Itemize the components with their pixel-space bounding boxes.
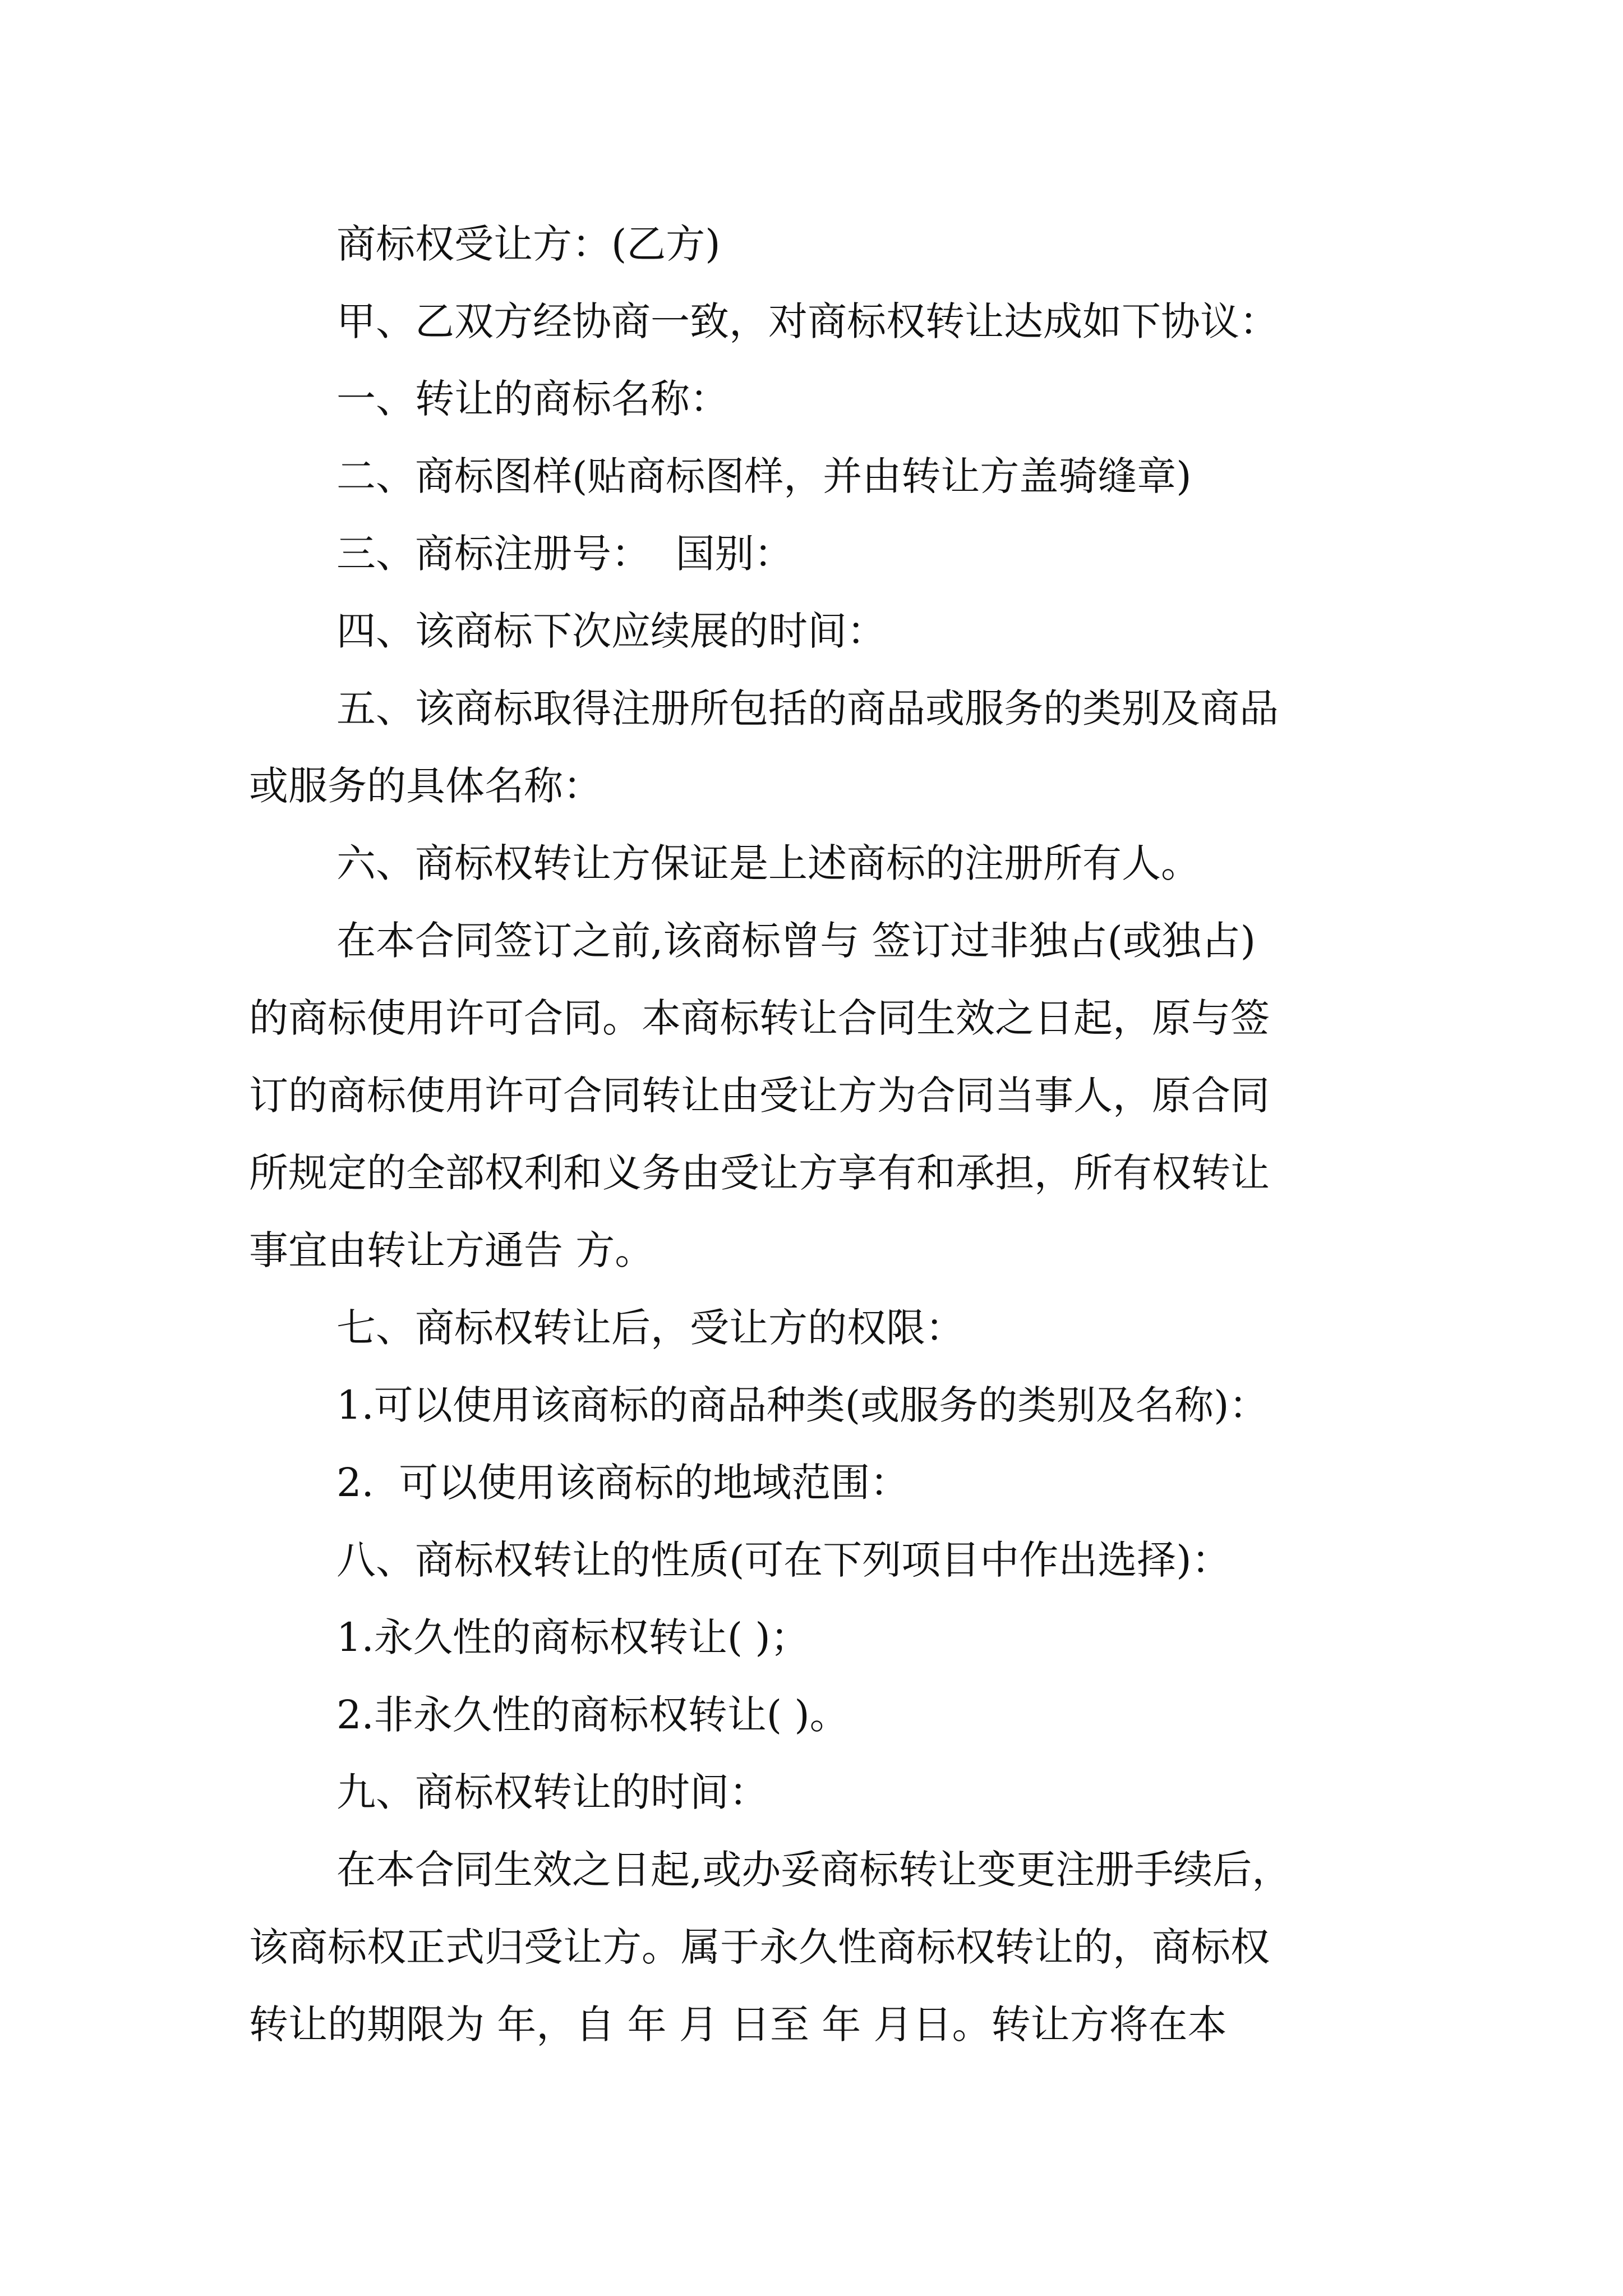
text-line: 商标权受让方：(乙方)	[336, 221, 721, 267]
text-line: 九、商标权转让的时间：	[336, 1769, 768, 1815]
text-line: 七、商标权转让后，受让方的权限：	[336, 1305, 965, 1351]
text-line: 二、商标图样(贴商标图样，并由转让方盖骑缝章)	[336, 453, 1192, 499]
text-line: 的商标使用许可合同。本商标转让合同生效之日起，原与签	[249, 995, 1270, 1041]
text-line: 该商标权正式归受让方。属于永久性商标权转让的，商标权	[249, 1924, 1270, 1970]
text-line: 所规定的全部权利和义务由受让方享有和承担，所有权转让	[249, 1150, 1270, 1196]
text-line: 订的商标使用许可合同转让由受让方为合同当事人，原合同	[249, 1073, 1270, 1119]
text-line: 2. 可以使用该商标的地域范围：	[336, 1460, 910, 1506]
text-line: 在本合同签订之前,该商标曾与 签订过非独占(或独占)	[336, 918, 1256, 964]
text-line: 2.非永久性的商标权转让( )。	[336, 1692, 849, 1738]
text-line: 或服务的具体名称：	[249, 763, 602, 809]
text-line: 八、商标权转让的性质(可在下列项目中作出选择)：	[336, 1537, 1231, 1583]
text-line: 六、商标权转让方保证是上述商标的注册所有人。	[336, 840, 1200, 886]
text-line: 1.可以使用该商标的商品种类(或服务的类别及名称)：	[336, 1382, 1269, 1428]
text-line: 五、该商标取得注册所包括的商品或服务的类别及商品	[336, 685, 1279, 731]
text-line: 转让的期限为 年，自 年 月 日至 年 月日。转让方将在本	[249, 2001, 1227, 2047]
text-line: 1.永久性的商标权转让( )；	[336, 1614, 810, 1660]
text-line: 事宜由转让方通告 方。	[249, 1227, 654, 1273]
text-line: 一、转让的商标名称：	[336, 376, 729, 422]
text-line: 四、该商标下次应续展的时间：	[336, 608, 886, 654]
text-line: 甲、乙双方经协商一致，对商标权转让达成如下协议：	[336, 298, 1279, 344]
text-line: 三、商标注册号： 国别：	[336, 531, 794, 577]
text-line: 在本合同生效之日起,或办妥商标转让变更注册手续后，	[336, 1847, 1292, 1893]
